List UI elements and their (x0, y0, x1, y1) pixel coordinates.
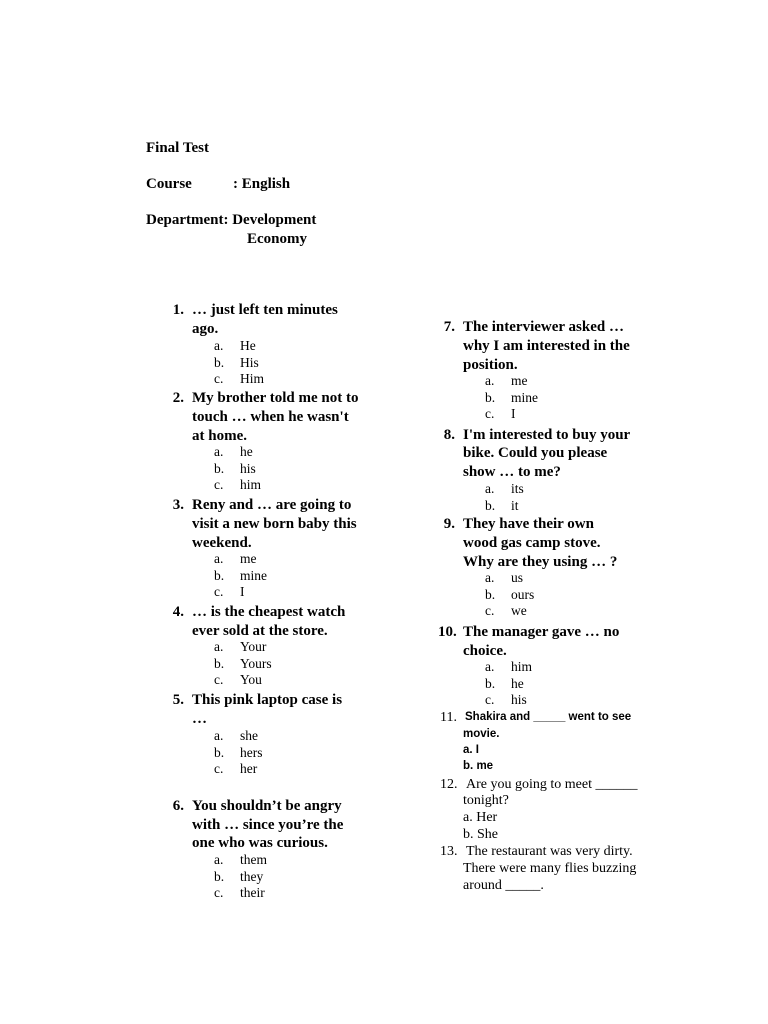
answer-option: c. You (214, 672, 262, 687)
question-text: The manager gave … no (463, 624, 620, 640)
department-line2: Economy (247, 231, 307, 247)
answer-option: c. Him (214, 371, 265, 386)
department-label: Department: Development (146, 212, 317, 228)
question-text: Reny and … are going to (192, 497, 352, 513)
question-text: position. (463, 357, 518, 373)
question-text: Why are they using … ? (463, 554, 618, 570)
question-text: … just left ten minutes (192, 302, 338, 318)
question-text: ago. (192, 321, 219, 337)
answer-option: c. I (485, 406, 516, 421)
answer-option: a. them (214, 852, 267, 867)
question-text: choice. (463, 643, 507, 659)
question-text: … (192, 711, 207, 727)
question-text: around _____. (463, 878, 544, 893)
answer-option: a. me (214, 551, 257, 566)
answer-option: b. mine (214, 567, 267, 583)
answer-option: c. their (214, 885, 265, 900)
answer-option: b. ours (485, 586, 535, 602)
question-text: visit a new born baby this (192, 516, 357, 532)
question-text: bike. Could you please (463, 445, 608, 461)
answer-option: c. her (214, 761, 258, 776)
question-text: Are you going to meet ______ (466, 777, 638, 792)
answer-option: b. hers (214, 744, 263, 760)
question-text: tonight? (463, 793, 509, 808)
question-text: There were many flies buzzing (463, 861, 637, 876)
question-number: 13. (440, 844, 458, 859)
course-value: : English (233, 176, 291, 192)
question-text: at home. (192, 428, 247, 444)
question-number: 8. (443, 427, 455, 443)
answer-option: c. him (214, 477, 262, 492)
question-text: … is the cheapest watch (192, 604, 346, 620)
question-text: I'm interested to buy your (463, 427, 631, 443)
answer-option: b. His (214, 354, 259, 370)
answer-option: a. him (485, 659, 533, 674)
question-text: The restaurant was very dirty. (466, 844, 633, 859)
answer-option: b. they (214, 868, 264, 884)
question-number: 3. (172, 497, 184, 513)
question-text: show … to me? (463, 464, 561, 480)
course-label: Course (146, 176, 192, 192)
question-number: 12. (440, 777, 458, 792)
question-text: movie. (463, 728, 500, 740)
answer-option: b. Yours (214, 655, 272, 671)
answer-option: a. us (485, 570, 524, 585)
answer-option: a. me (485, 373, 528, 388)
question-number: 2. (172, 390, 184, 406)
answer-option: a. Your (214, 639, 267, 654)
answer-option: b. it (485, 497, 519, 513)
answer-option: c. we (485, 603, 527, 618)
answer-option: b. She (463, 827, 498, 842)
page-title: Final Test (146, 140, 209, 156)
question-text: weekend. (192, 535, 252, 551)
answer-option: b. his (214, 460, 256, 476)
answer-option: c. his (485, 692, 527, 707)
answer-option: a. I (463, 744, 479, 756)
question-text: one who was curious. (192, 835, 328, 851)
question-number: 6. (172, 798, 184, 814)
answer-option: a. he (214, 444, 253, 459)
answer-option: b. he (485, 675, 524, 691)
question-text: They have their own (463, 516, 594, 532)
answer-option: a. Her (463, 810, 498, 825)
question-number: 1. (172, 302, 184, 318)
answer-option: c. I (214, 584, 245, 599)
question-number: 5. (172, 692, 184, 708)
question-text: with … since you’re the (192, 817, 344, 833)
answer-option: b. mine (485, 389, 538, 405)
question-text: Shakira and _____ went to see (465, 711, 632, 723)
question-number: 11. (440, 710, 457, 725)
question-number: 10. (438, 624, 457, 640)
question-text: wood gas camp stove. (463, 535, 601, 551)
answer-option: a. she (214, 728, 258, 743)
question-number: 9. (443, 516, 455, 532)
question-text: touch … when he wasn't (192, 409, 349, 425)
question-text: You shouldn’t be angry (192, 798, 342, 814)
answer-option: a. He (214, 338, 256, 353)
question-text: This pink laptop case is (192, 692, 343, 708)
question-text: The interviewer asked … (463, 319, 624, 335)
question-number: 4. (172, 604, 184, 620)
question-text: ever sold at the store. (192, 623, 328, 639)
answer-option: b. me (463, 760, 494, 772)
question-text: why I am interested in the (463, 338, 630, 354)
question-number: 7. (443, 319, 455, 335)
answer-option: a. its (485, 481, 524, 496)
question-text: My brother told me not to (192, 390, 359, 406)
